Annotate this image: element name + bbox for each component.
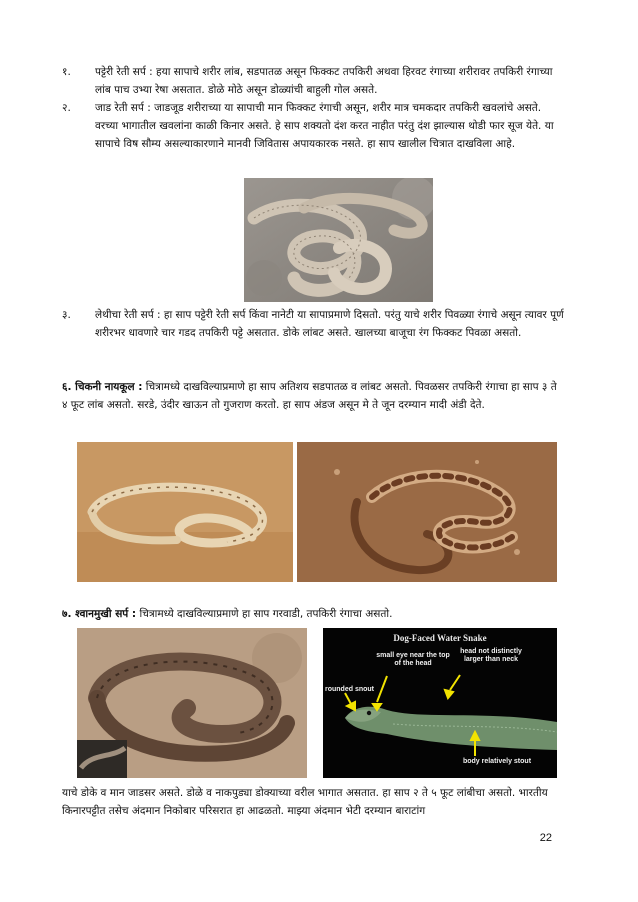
- page-number: 22: [539, 832, 552, 844]
- diagram-label-eye: small eye near the top of the head: [376, 652, 450, 667]
- photo-slender-snake-2: [297, 442, 557, 582]
- item-3-number: ३.: [62, 309, 71, 321]
- diagram-label-head: head not distinctly larger than neck: [460, 648, 522, 663]
- item-3-text: लेथीचा रेती सर्प : हा साप पट्टेरी रेती सर्प किंवा नानेटी या सापाप्रमाणे दिसतो. परंतु याचे शरीर पिवळ्या रंगाचे असून त्यावर पूर्ण शरीरभर धावणारे चार गडद तपकिरी पट्टे असतात. डोके लांबट असते. खालच्या बाजूचा रंग फिक्कट पिवळा असतो.: [95, 309, 564, 339]
- item-2-number: २.: [62, 102, 71, 114]
- item-1-number: १.: [62, 66, 71, 78]
- photo-dog-faced-snake: [77, 628, 307, 778]
- section-7-continuation: याचे डोके व मान जाडसर असते. डोळे व नाकपुड्या डोक्याच्या वरील भागात असतात. हा साप २ ते ५ फूट लांबीचा असतो. भारतीय किनारपट्टीत तसेच अंदमान निकोबार परिसरात हा आढळतो. माझ्या अंदमान भेटी दरम्यान बाराटांग: [62, 787, 548, 817]
- diagram-label-snout: rounded snout: [325, 686, 374, 693]
- item-2-text: जाड रेती सर्प : जाडजूड शरीराच्या या सापाची मान फिक्कट रंगाची असून, शरीर मात्र चमकदार तपकिरी खवलांचे असते. वरच्या भागातील खवलांना काळी किनार असते. हे साप शक्यतो दंश करत नाहीत परंतु दंश झाल्यास थोडी फार सूज येते. या सापाचे विष सौम्य असल्याकारणाने मानवी जिवितास अपायकारक नसते. हा साप खालील चित्रात दाखविला आहे.: [95, 102, 554, 150]
- section-7-heading: ७. श्वानमुखी सर्प :: [62, 608, 137, 620]
- section-6-text: चित्रामध्ये दाखविल्याप्रमाणे हा साप अतिशय सडपातळ व लांबट असतो. पिवळसर तपकिरी रंगाचा हा साप ३ ते ४ फूट लांब असतो. सरडे, उंदीर खाऊन तो गुजराण करतो. हा साप अंडज असून मे ते जून दरम्यान मादी अंडी देते.: [62, 381, 557, 411]
- section-7-paragraph: [62, 605, 565, 623]
- section-6-heading: ६. चिकनी नायकूल :: [62, 381, 143, 393]
- section-6-paragraph: [62, 378, 565, 414]
- item-1-text: पट्टेरी रेती सर्प : हया सापाचे शरीर लांब, सडपातळ असून फिक्कट तपकिरी अथवा हिरवट रंगाच्या शरीरावर तपकिरी रंगाच्या लांब पाच उभ्या रेषा असतात. डोळे मोठे असून डोळ्यांची बाहुली गोल असते.: [95, 66, 553, 96]
- photo-thick-sand-snake: [244, 178, 433, 302]
- section-7-text: चित्रामध्ये दाखविल्याप्रमाणे हा साप गरवाडी, तपकिरी रंगाचा असतो.: [139, 608, 393, 620]
- photo-slender-snake-1: [77, 442, 293, 582]
- diagram-dog-faced-water-snake: [323, 628, 557, 778]
- diagram-title: Dog-Faced Water Snake: [393, 633, 487, 643]
- diagram-label-body: body relatively stout: [462, 758, 532, 765]
